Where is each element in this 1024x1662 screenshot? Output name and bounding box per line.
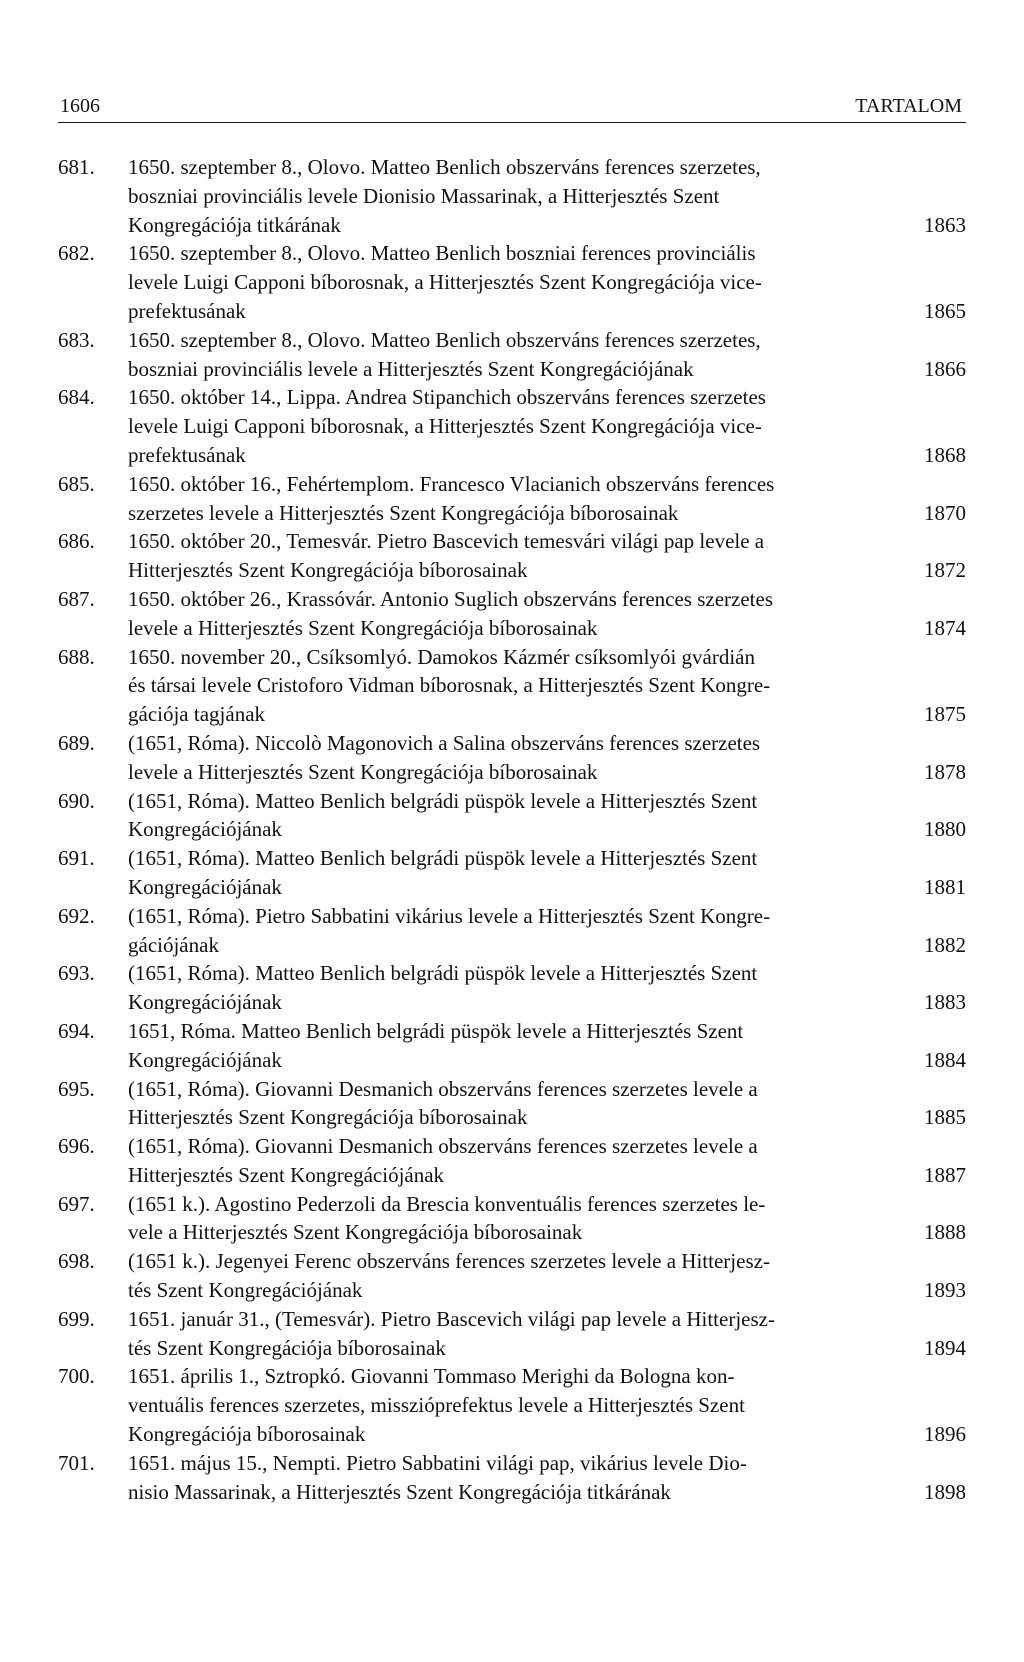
entry-line: prefektusának xyxy=(128,298,246,323)
entry-last-line xyxy=(128,211,966,240)
entry-page-number: 1885 xyxy=(924,1105,966,1130)
entry-line: 1650. október 16., Fehértemplom. Francesco Vlacianich obszerváns ferences xyxy=(128,471,775,496)
entry-number: 695. xyxy=(58,1076,95,1101)
entry-text xyxy=(128,787,966,845)
entry-line: levele Luigi Capponi bíborosnak, a Hitterjesztés Szent Kongregációja vice- xyxy=(128,414,762,439)
entry-line: 1650. szeptember 8., Olovo. Matteo Benlich obszerváns ferences szerzetes, xyxy=(128,155,761,179)
entry-line: 1650. október 26., Krassóvár. Antonio Suglich obszerváns ferences szerzetes xyxy=(128,586,773,611)
entry-page-number: 1887 xyxy=(924,1162,966,1187)
entry-line: (1651, Róma). Matteo Benlich belgrádi püspök levele a Hitterjesztés Szent xyxy=(128,961,758,986)
entry-number: 696. xyxy=(58,1134,95,1159)
entry-line: 1650. október 20., Temesvár. Pietro Bascevich temesvári világi pap levele a xyxy=(128,529,765,554)
entry-line: (1651, Róma). Giovanni Desmanich obszerváns ferences szerzetes levele a xyxy=(128,1134,758,1159)
toc-entry xyxy=(58,239,966,325)
entry-text xyxy=(128,1362,966,1448)
entry-last-line xyxy=(128,1334,966,1363)
toc-entry xyxy=(58,1190,966,1248)
entry-number: 701. xyxy=(58,1450,95,1475)
entry-line: ventuális ferences szerzetes, misszióprefektus levele a Hitterjesztés Szent xyxy=(128,1393,745,1418)
entry-text xyxy=(128,383,966,469)
entry-number: 694. xyxy=(58,1018,95,1043)
entry-last-line xyxy=(128,1478,966,1507)
toc-entry xyxy=(58,1017,966,1075)
entry-line: Kongregációjának xyxy=(128,990,282,1015)
entry-line: gációjának xyxy=(128,932,219,957)
running-title: TARTALOM xyxy=(855,95,962,117)
entry-line: Hitterjesztés Szent Kongregációja bíborosainak xyxy=(128,1105,528,1130)
entry-line: (1651, Róma). Pietro Sabbatini vikárius levele a Hitterjesztés Szent Kongre- xyxy=(128,903,771,928)
toc-entry xyxy=(58,959,966,1017)
toc-entries xyxy=(58,153,966,1506)
entry-page-number: 1896 xyxy=(924,1422,966,1447)
entry-line: Kongregációja titkárának xyxy=(128,212,341,237)
entry-last-line xyxy=(128,873,966,902)
entry-number: 698. xyxy=(58,1249,95,1274)
entry-number: 683. xyxy=(58,327,95,352)
toc-entry xyxy=(58,1132,966,1190)
entry-line: 1650. szeptember 8., Olovo. Matteo Benlich obszerváns ferences szerzetes, xyxy=(128,327,761,352)
entry-last-line xyxy=(128,931,966,960)
entry-line: és társai levele Cristoforo Vidman bíborosnak, a Hitterjesztés Szent Kongre- xyxy=(128,673,771,698)
toc-entry xyxy=(58,1247,966,1305)
entry-number: 697. xyxy=(58,1191,95,1216)
entry-text xyxy=(128,729,966,787)
entry-last-line xyxy=(128,1161,966,1190)
entry-line: gációja tagjának xyxy=(128,702,266,727)
entry-line: (1651, Róma). Niccolò Magonovich a Salina obszerváns ferences szerzetes xyxy=(128,730,761,755)
entry-line: tés Szent Kongregációjának xyxy=(128,1278,363,1303)
entry-line: (1651 k.). Jegenyei Ferenc obszerváns ferences szerzetes levele a Hitterjesz- xyxy=(128,1249,770,1274)
entry-last-line xyxy=(128,355,966,384)
entry-line: 1651, Róma. Matteo Benlich belgrádi püspök levele a Hitterjesztés Szent xyxy=(128,1018,744,1043)
entry-line: Kongregációjának xyxy=(128,874,282,899)
entry-page-number: 1880 xyxy=(924,817,966,842)
entry-last-line xyxy=(128,815,966,844)
entry-last-line xyxy=(128,556,966,585)
toc-entry xyxy=(58,585,966,643)
entry-last-line xyxy=(128,1046,966,1075)
entry-line: Hitterjesztés Szent Kongregációja bíborosainak xyxy=(128,558,528,583)
entry-line: boszniai provinciális levele a Hitterjesztés Szent Kongregációjának xyxy=(128,356,694,381)
entry-text xyxy=(128,1190,966,1248)
entry-text xyxy=(128,239,966,325)
entry-line: levele a Hitterjesztés Szent Kongregációja bíborosainak xyxy=(128,759,598,784)
page-number: 1606 xyxy=(60,95,100,117)
entry-page-number: 1870 xyxy=(924,500,966,525)
entry-page-number: 1863 xyxy=(924,212,966,237)
entry-text xyxy=(128,959,966,1017)
toc-entry xyxy=(58,1075,966,1133)
toc-page xyxy=(58,94,966,1506)
entry-line: (1651, Róma). Giovanni Desmanich obszerváns ferences szerzetes levele a xyxy=(128,1076,758,1101)
toc-entry xyxy=(58,1305,966,1363)
entry-last-line xyxy=(128,499,966,528)
entry-line: tés Szent Kongregációja bíborosainak xyxy=(128,1335,446,1360)
entry-page-number: 1865 xyxy=(924,298,966,323)
entry-last-line xyxy=(128,988,966,1017)
toc-entry xyxy=(58,153,966,239)
entry-last-line xyxy=(128,1218,966,1247)
entry-line: Kongregációjának xyxy=(128,1047,282,1072)
entry-last-line xyxy=(128,1420,966,1449)
entry-page-number: 1875 xyxy=(924,702,966,727)
entry-last-line xyxy=(128,614,966,643)
entry-page-number: 1872 xyxy=(924,558,966,583)
entry-last-line xyxy=(128,1103,966,1132)
entry-text xyxy=(128,643,966,729)
entry-line: vele a Hitterjesztés Szent Kongregációja bíborosainak xyxy=(128,1220,583,1245)
entry-page-number: 1884 xyxy=(924,1047,966,1072)
entry-line: 1650. október 14., Lippa. Andrea Stipanchich obszerváns ferences szerzetes xyxy=(128,385,766,410)
entry-line: 1651. május 15., Nempti. Pietro Sabbatini világi pap, vikárius levele Dio- xyxy=(128,1450,747,1475)
toc-entry xyxy=(58,902,966,960)
entry-line: 1651. január 31., (Temesvár). Pietro Bascevich világi pap levele a Hitterjesz- xyxy=(128,1306,775,1331)
entry-last-line xyxy=(128,758,966,787)
entry-text xyxy=(128,527,966,585)
entry-number: 691. xyxy=(58,846,95,871)
entry-number: 687. xyxy=(58,586,95,611)
entry-line: levele Luigi Capponi bíborosnak, a Hitterjesztés Szent Kongregációja vice- xyxy=(128,270,762,295)
toc-entry xyxy=(58,1362,966,1448)
entry-page-number: 1881 xyxy=(924,874,966,899)
toc-entry xyxy=(58,470,966,528)
toc-entry xyxy=(58,844,966,902)
entry-text xyxy=(128,1305,966,1363)
page-header xyxy=(58,94,966,123)
toc-entry xyxy=(58,383,966,469)
entry-number: 693. xyxy=(58,961,95,986)
entry-line: Kongregációja bíborosainak xyxy=(128,1422,366,1447)
entry-text xyxy=(128,585,966,643)
entry-number: 700. xyxy=(58,1364,95,1389)
entry-number: 690. xyxy=(58,788,95,813)
entry-page-number: 1888 xyxy=(924,1220,966,1245)
toc-entry xyxy=(58,787,966,845)
entry-last-line xyxy=(128,700,966,729)
entry-line: levele a Hitterjesztés Szent Kongregációja bíborosainak xyxy=(128,615,598,640)
entry-page-number: 1878 xyxy=(924,759,966,784)
entry-text xyxy=(128,1449,966,1507)
entry-last-line xyxy=(128,297,966,326)
entry-page-number: 1894 xyxy=(924,1335,966,1360)
entry-page-number: 1874 xyxy=(924,615,966,640)
entry-page-number: 1868 xyxy=(924,442,966,467)
toc-entry xyxy=(58,527,966,585)
entry-line: (1651, Róma). Matteo Benlich belgrádi püspök levele a Hitterjesztés Szent xyxy=(128,788,758,813)
toc-entry xyxy=(58,1449,966,1507)
entry-text xyxy=(128,844,966,902)
entry-text xyxy=(128,470,966,528)
toc-entry xyxy=(58,326,966,384)
entry-page-number: 1883 xyxy=(924,990,966,1015)
entry-number: 685. xyxy=(58,471,95,496)
entry-line: (1651 k.). Agostino Pederzoli da Brescia konventuális ferences szerzetes le- xyxy=(128,1191,766,1216)
entry-line: szerzetes levele a Hitterjesztés Szent Kongregációja bíborosainak xyxy=(128,500,679,525)
entry-line: 1650. szeptember 8., Olovo. Matteo Benlich boszniai ferences provinciális xyxy=(128,241,756,266)
entry-line: 1650. november 20., Csíksomlyó. Damokos Kázmér csíksomlyói gvárdián xyxy=(128,644,755,669)
entry-number: 684. xyxy=(58,385,95,410)
entry-text xyxy=(128,153,966,239)
entry-line: Kongregációjának xyxy=(128,817,282,842)
entry-last-line xyxy=(128,441,966,470)
entry-number: 681. xyxy=(58,155,95,179)
entry-last-line xyxy=(128,1276,966,1305)
entry-number: 689. xyxy=(58,730,95,755)
entry-text xyxy=(128,1247,966,1305)
entry-text xyxy=(128,902,966,960)
toc-entry xyxy=(58,643,966,729)
entry-line: Hitterjesztés Szent Kongregációjának xyxy=(128,1162,445,1187)
entry-text xyxy=(128,1132,966,1190)
entry-page-number: 1866 xyxy=(924,356,966,381)
entry-number: 682. xyxy=(58,241,95,266)
entry-page-number: 1882 xyxy=(924,932,966,957)
entry-number: 686. xyxy=(58,529,95,554)
entry-line: 1651. április 1., Sztropkó. Giovanni Tommaso Merighi da Bologna kon- xyxy=(128,1364,735,1389)
entry-page-number: 1898 xyxy=(924,1479,966,1504)
entry-line: boszniai provinciális levele Dionisio Massarinak, a Hitterjesztés Szent xyxy=(128,183,720,208)
entry-line: prefektusának xyxy=(128,442,246,467)
entry-text xyxy=(128,326,966,384)
entry-text xyxy=(128,1075,966,1133)
entry-number: 699. xyxy=(58,1306,95,1331)
entry-line: (1651, Róma). Matteo Benlich belgrádi püspök levele a Hitterjesztés Szent xyxy=(128,846,758,871)
entry-number: 688. xyxy=(58,644,95,669)
entry-number: 692. xyxy=(58,903,95,928)
toc-entry xyxy=(58,729,966,787)
entry-text xyxy=(128,1017,966,1075)
entry-page-number: 1893 xyxy=(924,1278,966,1303)
entry-line: nisio Massarinak, a Hitterjesztés Szent Kongregációja titkárának xyxy=(128,1479,671,1504)
